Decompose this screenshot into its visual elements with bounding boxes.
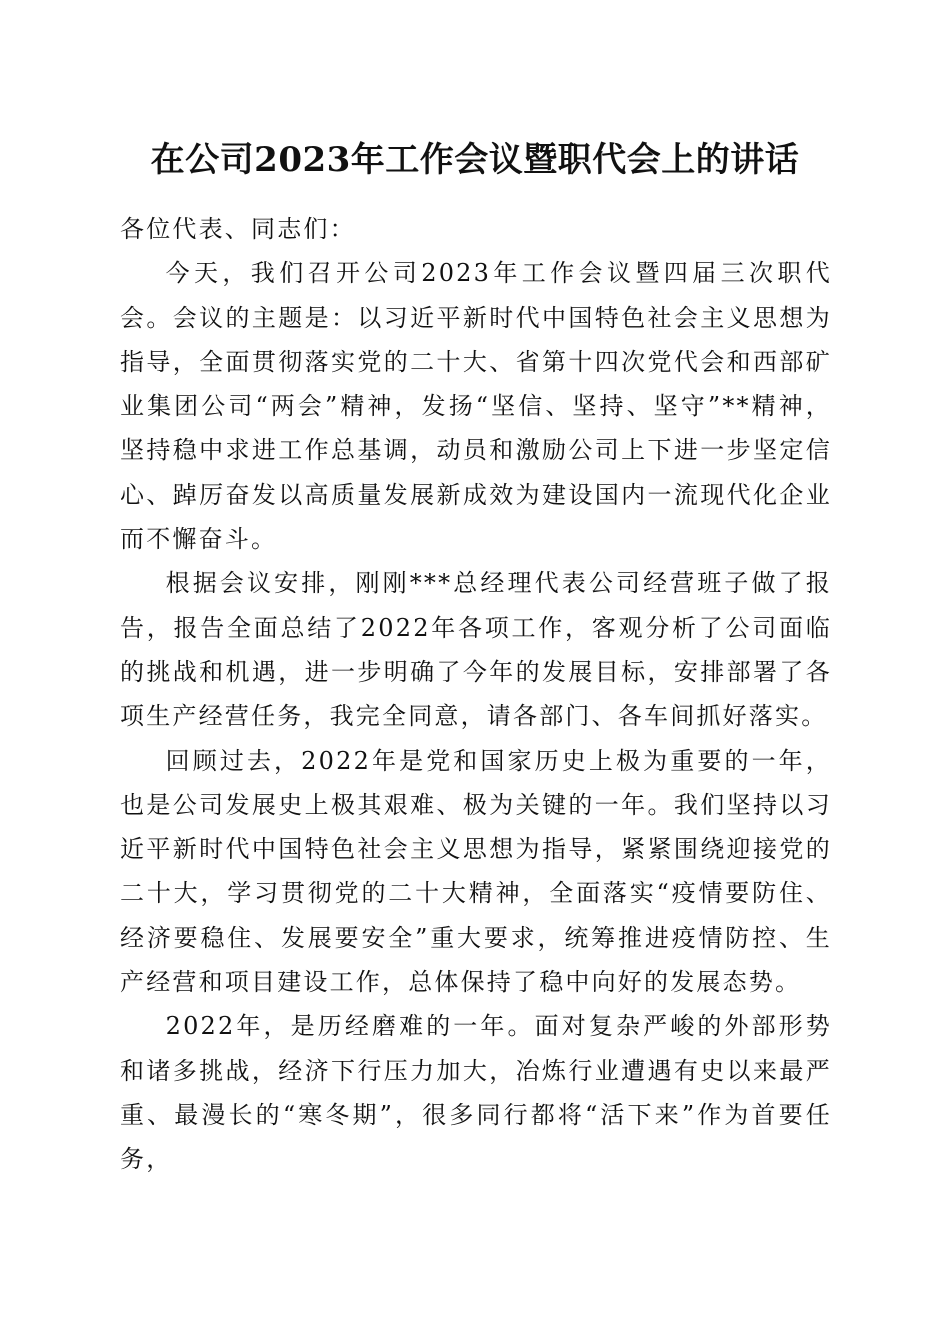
document-body [120, 207, 832, 1182]
paragraph-meeting-intro: 今天，我们召开公司2023年工作会议暨四届三次职代会。会议的主题是：以习近平新时代中国特色社会主义思想为指导，全面贯彻落实党的二十大、省第十四次党代会和西部矿业集团公司“两会”精神，发扬“坚信、坚持、坚守”**精神，坚持稳中求进工作总基调，动员和激励公司上下进一步坚定信心、踔厉奋发以高质量发展新成效为建设国内一流现代化企业而不懈奋斗。 [120, 259, 832, 554]
paragraph-review-2022: 回顾过去，2022年是党和国家历史上极为重要的一年，也是公司发展史上极其艰难、极为关键的一年。我们坚持以习近平新时代中国特色社会主义思想为指导，紧紧围绕迎接党的二十大，学习贯彻党的二十大精神，全面落实“疫情要防住、经济要稳住、发展要安全”重大要求，统筹推进疫情防控、生产经营和项目建设工作，总体保持了稳中向好的发展态势。 [120, 746, 832, 997]
paragraph-report-agenda: 根据会议安排，刚刚***总经理代表公司经营班子做了报告，报告全面总结了2022年各项工作，客观分析了公司面临的挑战和机遇，进一步明确了今年的发展目标，安排部署了各项生产经营任务，我完全同意，请各部门、各车间抓好落实。 [120, 569, 832, 731]
paragraph-hardship-2022: 2022年，是历经磨难的一年。面对复杂严峻的外部形势和诸多挑战，经济下行压力加大，冶炼行业遭遇有史以来最严重、最漫长的“寒冬期”，很多同行都将“活下来”作为首要任务， [120, 1012, 832, 1174]
salutation: 各位代表、同志们： [120, 215, 356, 243]
document-title: 在公司2023年工作会议暨职代会上的讲话 [150, 140, 800, 180]
